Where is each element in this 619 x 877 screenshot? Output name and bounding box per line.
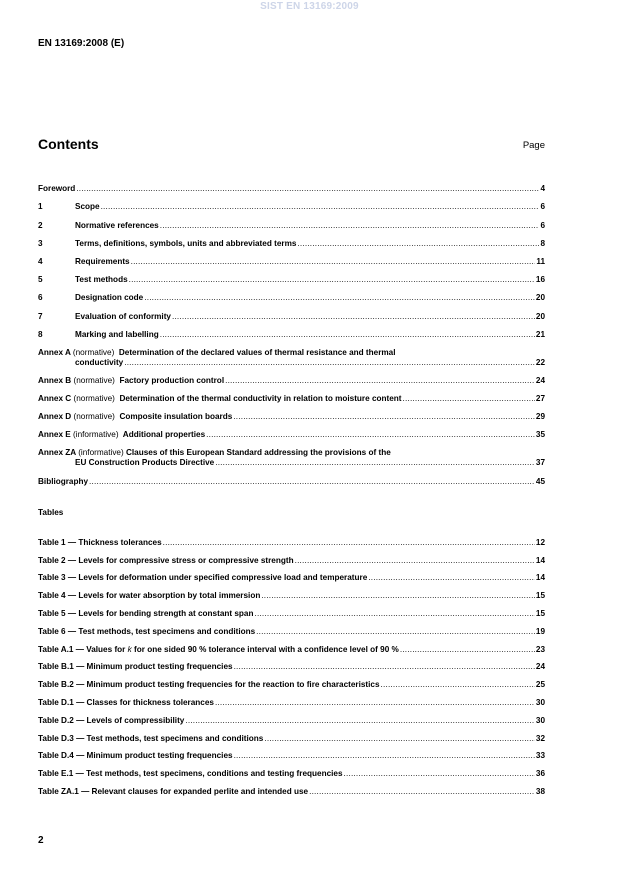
annex-kind: (normative): [73, 394, 115, 404]
table-entry[interactable]: [38, 583, 545, 601]
table-entry-page: 33: [535, 751, 545, 761]
dot-leader: [255, 609, 535, 619]
table-entry[interactable]: [38, 726, 545, 744]
table-entry[interactable]: [38, 655, 545, 673]
annex-label: Annex E: [38, 430, 71, 440]
toc-entry-page: 4: [540, 184, 545, 194]
annex-kind: (normative): [73, 412, 115, 422]
page-title: Contents: [38, 136, 99, 152]
dot-leader: [297, 239, 539, 249]
variable-k: k: [127, 644, 132, 654]
dot-leader: [129, 275, 535, 285]
table-entry-title: Table 1 — Thickness tolerances: [38, 537, 162, 547]
toc-entry-number: 7: [38, 311, 43, 321]
toc-entry-page: 20: [535, 293, 545, 303]
dot-leader: [144, 293, 535, 303]
dot-leader: [101, 202, 540, 212]
table-entry-page: 30: [535, 697, 545, 707]
table-entry-title: Table 2 — Levels for compressive stress or compressive strength: [38, 555, 294, 565]
dot-leader: [163, 538, 535, 548]
toc-entry-number: 5: [38, 275, 43, 285]
annex-label: Annex A: [38, 347, 71, 357]
table-entry-page: 32: [535, 733, 545, 743]
dot-leader: [124, 358, 535, 368]
toc-entry-title: Requirements: [75, 256, 130, 266]
dot-leader: [256, 627, 535, 637]
table-entry[interactable]: [38, 672, 545, 690]
toc-entry-page: 16: [535, 275, 545, 285]
dot-leader: [215, 698, 535, 708]
page-number: 2: [38, 835, 44, 846]
toc-entry-annex-b[interactable]: [38, 368, 545, 386]
table-entry-title: Table 6 — Test methods, test specimens and conditions: [38, 626, 256, 636]
table-entry-page: 15: [535, 591, 545, 601]
annex-kind: (informative): [78, 448, 124, 458]
table-entry[interactable]: [38, 779, 545, 797]
dot-leader: [234, 662, 535, 672]
toc-entry-page: 20: [535, 311, 545, 321]
toc-entry-title-continued: EU Construction Products Directive: [75, 458, 215, 468]
toc-entry-number: 6: [38, 293, 43, 303]
toc-entry-evaluation-of-conformity[interactable]: [38, 303, 545, 321]
toc-entry-annex-za[interactable]: [38, 440, 545, 468]
annex-kind: (normative): [72, 347, 115, 357]
dot-leader: [234, 751, 535, 761]
annex-label: Annex ZA: [38, 448, 76, 458]
toc-entry-title: Bibliography: [38, 476, 89, 486]
toc-entry-normative-references[interactable]: [38, 212, 545, 230]
table-entry[interactable]: [38, 566, 545, 584]
toc-entry-bibliography[interactable]: [38, 468, 545, 486]
table-entry-page: 14: [535, 555, 545, 565]
dot-leader: [344, 769, 535, 779]
table-entry-title-rest: for one sided 90 % tolerance interval with a confidence level of 90 %: [131, 644, 399, 654]
dot-leader: [261, 591, 535, 601]
dot-leader: [309, 787, 535, 797]
annex-label: Annex C: [38, 394, 72, 404]
table-entry-title: Table D.2 — Levels of compressibility: [38, 715, 185, 725]
toc-entry-annex-d[interactable]: [38, 404, 545, 422]
toc-entry-scope[interactable]: [38, 194, 545, 212]
watermark: SIST EN 13169:2009: [260, 1, 359, 12]
table-entry-title: Table ZA.1 — Relevant clauses for expanded perlite and intended use: [38, 786, 309, 796]
table-entry-page: 12: [535, 537, 545, 547]
dot-leader: [172, 312, 535, 322]
toc-entry-page: 29: [535, 412, 545, 422]
toc-entry-page: 11: [536, 256, 545, 266]
toc-entry-marking-and-labelling[interactable]: [38, 322, 545, 340]
toc-entry-title: Test methods: [75, 275, 128, 285]
toc-entry-designation-code[interactable]: [38, 285, 545, 303]
toc-entry-title: Marking and labelling: [75, 329, 159, 339]
list-of-tables: [38, 530, 545, 797]
toc-entry-page: 6: [540, 220, 545, 230]
toc-entry-page: 37: [535, 458, 545, 468]
table-of-contents: [38, 176, 545, 487]
table-entry-title: Table D.1 — Classes for thickness tolerances: [38, 697, 214, 707]
dot-leader: [160, 330, 535, 340]
dot-leader: [131, 257, 536, 267]
toc-entry-page: 35: [535, 430, 545, 440]
dot-leader: [185, 716, 535, 726]
annex-label: Annex D: [38, 412, 72, 422]
toc-entry-page: 22: [535, 357, 545, 367]
toc-entry-title: Scope: [75, 202, 100, 212]
table-entry-title: Table A.1 — Values for: [38, 644, 128, 654]
tables-heading: Tables: [38, 508, 64, 517]
toc-entry-number: 8: [38, 329, 43, 339]
toc-entry-title: Foreword: [38, 184, 76, 194]
table-entry-page: 23: [535, 644, 545, 654]
toc-entry-number: 1: [38, 202, 43, 212]
dot-leader: [76, 184, 539, 194]
dot-leader: [160, 221, 540, 231]
toc-entry-title: Determination of the declared values of thermal resistance and thermal: [118, 347, 396, 357]
table-entry[interactable]: [38, 548, 545, 566]
toc-entry-title: Additional properties: [122, 430, 206, 440]
toc-entry-annex-a[interactable]: [38, 340, 545, 368]
toc-entry-page: 24: [535, 375, 545, 385]
table-entry-title: Table 3 — Levels for deformation under specified compressive load and temperature: [38, 573, 368, 583]
dot-leader: [215, 458, 535, 468]
dot-leader: [403, 394, 535, 404]
dot-leader: [89, 477, 535, 487]
table-entry-title: Table B.2 — Minimum product testing frequencies for the reaction to fire characteristics: [38, 680, 380, 690]
document-id: EN 13169:2008 (E): [38, 38, 125, 49]
toc-entry-page: 21: [535, 329, 545, 339]
annex-kind: (normative): [73, 375, 115, 385]
toc-entry-requirements[interactable]: [38, 249, 545, 267]
toc-entry-title: Clauses of this European Standard addressing the provisions of the: [125, 448, 391, 458]
toc-entry-title: Composite insulation boards: [119, 412, 233, 422]
table-entry-page: 24: [535, 662, 545, 672]
table-entry-page: 19: [535, 626, 545, 636]
dot-leader: [206, 430, 535, 440]
annex-kind: (informative): [73, 430, 119, 440]
table-entry-title: Table D.3 — Test methods, test specimens and conditions: [38, 733, 264, 743]
toc-entry-page: 6: [540, 202, 545, 212]
toc-entry-title: Factory production control: [119, 375, 225, 385]
table-entry[interactable]: [38, 530, 545, 548]
page-column-label: Page: [522, 140, 545, 151]
toc-entry-annex-c[interactable]: [38, 386, 545, 404]
table-entry-page: 14: [535, 573, 545, 583]
toc-entry-title: Evaluation of conformity: [75, 311, 171, 321]
table-entry-title: Table B.1 — Minimum product testing frequencies: [38, 662, 233, 672]
table-entry[interactable]: [38, 690, 545, 708]
table-entry-page: 15: [535, 608, 545, 618]
table-entry-page: 36: [535, 769, 545, 779]
table-entry-page: 38: [535, 786, 545, 796]
toc-entry-page: 8: [540, 238, 545, 248]
toc-entry-page: 45: [535, 476, 545, 486]
table-entry-page: 25: [535, 680, 545, 690]
toc-entry-page: 27: [535, 394, 545, 404]
table-entry[interactable]: [38, 744, 545, 762]
toc-entry-title: Designation code: [75, 293, 144, 303]
table-entry[interactable]: [38, 637, 545, 655]
dot-leader: [264, 734, 535, 744]
table-entry[interactable]: [38, 708, 545, 726]
table-entry[interactable]: [38, 619, 545, 637]
toc-entry-title: Normative references: [75, 220, 159, 230]
table-entry-title: Table 5 — Levels for bending strength at constant span: [38, 608, 254, 618]
toc-entry-test-methods[interactable]: [38, 267, 545, 285]
toc-entry-terms[interactable]: [38, 231, 545, 249]
dot-leader: [225, 376, 535, 386]
table-entry[interactable]: [38, 601, 545, 619]
dot-leader: [233, 412, 535, 422]
table-entry-title: Table E.1 — Test methods, test specimens, conditions and testing frequencies: [38, 769, 343, 779]
toc-entry-annex-e[interactable]: [38, 422, 545, 440]
toc-entry-number: 2: [38, 220, 43, 230]
toc-entry-title: Determination of the thermal conductivity in relation to moisture content: [119, 394, 402, 404]
dot-leader: [368, 573, 535, 583]
table-entry[interactable]: [38, 761, 545, 779]
table-entry-title: Table 4 — Levels for water absorption by total immersion: [38, 591, 261, 601]
toc-entry-number: 3: [38, 238, 43, 248]
table-entry-page: 30: [535, 715, 545, 725]
dot-leader: [381, 680, 535, 690]
table-entry-title: Table D.4 — Minimum product testing frequencies: [38, 751, 233, 761]
toc-entry-foreword[interactable]: [38, 176, 545, 194]
annex-label: Annex B: [38, 375, 72, 385]
dot-leader: [400, 645, 535, 655]
toc-entry-title: Terms, definitions, symbols, units and abbreviated terms: [75, 238, 297, 248]
toc-entry-number: 4: [38, 256, 43, 266]
dot-leader: [295, 556, 535, 566]
toc-entry-title-continued: conductivity: [75, 357, 124, 367]
